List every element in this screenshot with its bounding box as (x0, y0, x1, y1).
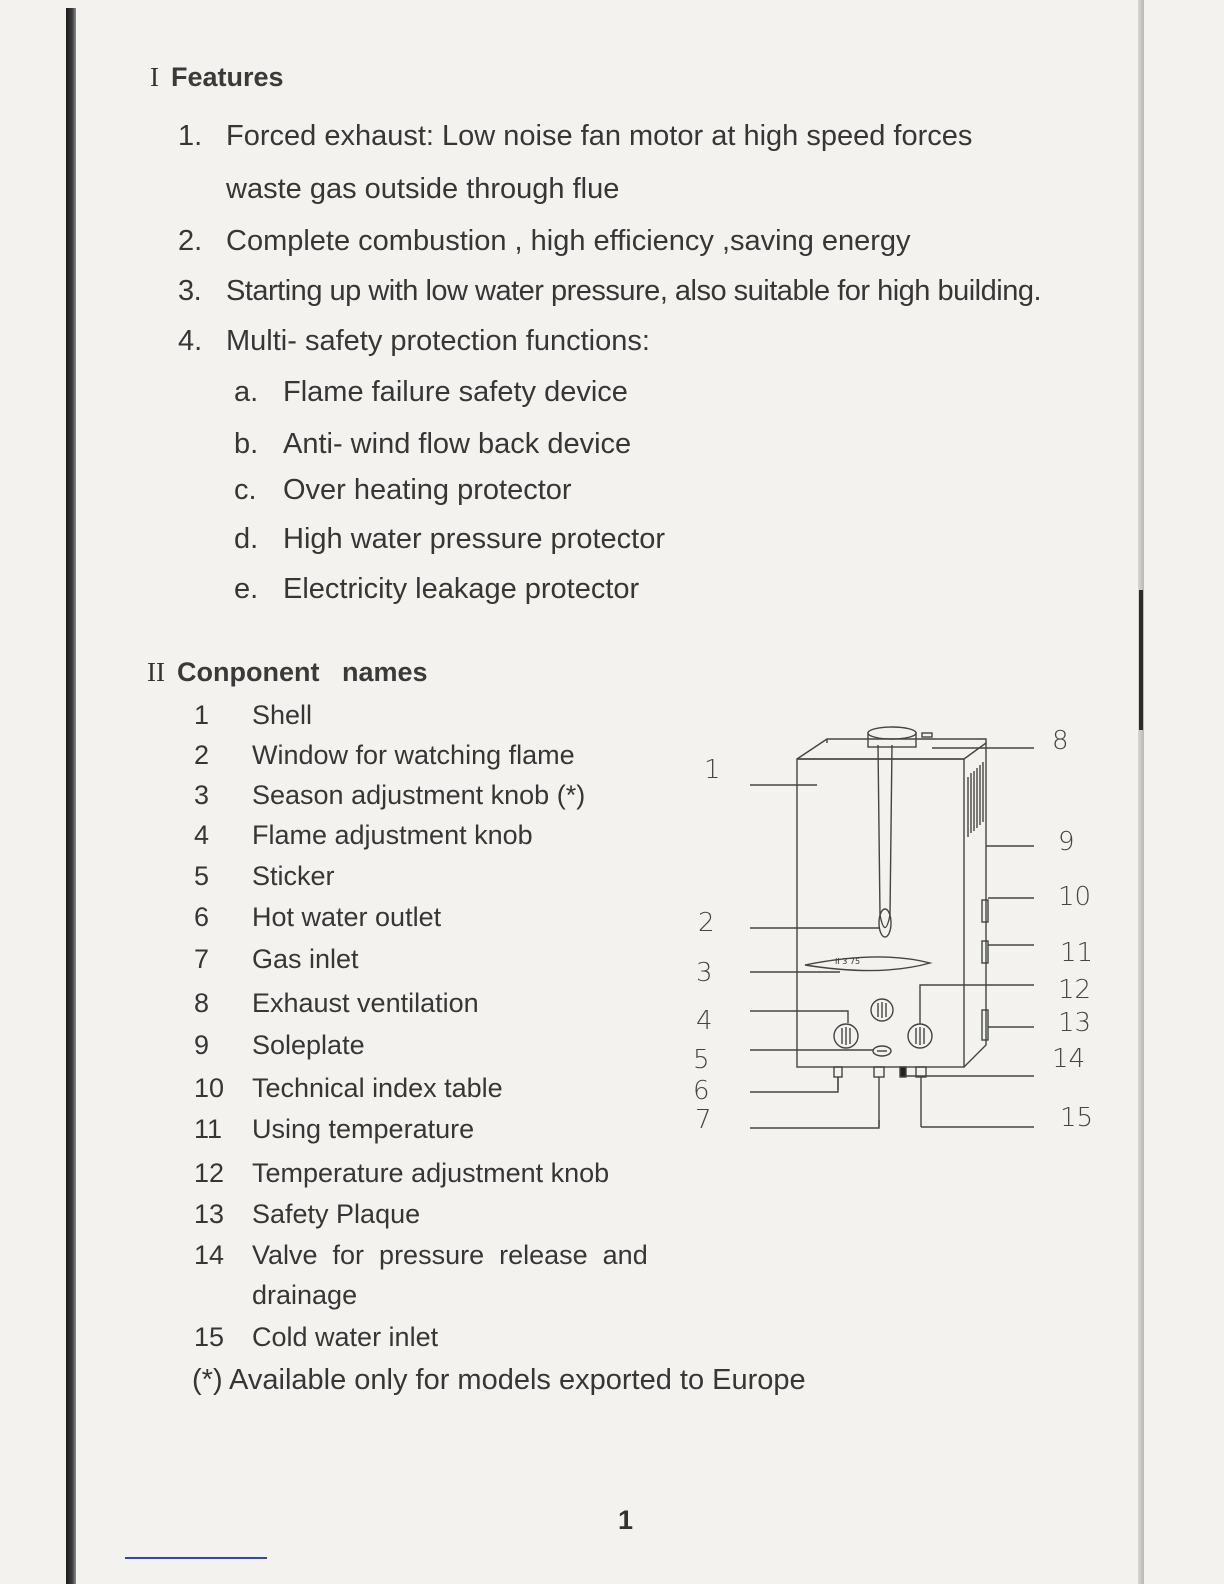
page-number: 1 (618, 1505, 634, 1535)
component-number: 15 (194, 1322, 225, 1352)
component-number: 7 (194, 944, 210, 974)
subitem-text: Anti- wind flow back device (283, 428, 632, 460)
component-name: drainage (252, 1280, 358, 1310)
subitem-letter: d. (234, 523, 259, 555)
component-number: 9 (194, 1030, 210, 1060)
component-name: Hot water outlet (252, 902, 442, 932)
season-knob (871, 999, 893, 1021)
callout-7: 7 (695, 1105, 712, 1135)
feature-number: 2. (178, 225, 203, 257)
feature-number: 4. (178, 325, 203, 357)
exhaust-outlet (868, 727, 932, 747)
control-panel (805, 957, 930, 971)
feature-text: Complete combustion , high efficiency ,saving energy (226, 225, 911, 257)
callout-4: 4 (696, 1006, 713, 1036)
feature-text: Starting up with low water pressure, also suitable for high building. (226, 275, 1042, 307)
component-number: 1 (194, 700, 210, 730)
subitem-letter: a. (234, 376, 259, 408)
callout-6: 6 (693, 1076, 710, 1106)
flame-window (878, 745, 892, 928)
subitem-letter: c. (234, 474, 257, 506)
callout-13: 13 (1058, 1008, 1092, 1038)
feature-number: 3. (178, 275, 202, 307)
footnote-rule (125, 1557, 267, 1559)
component-name: Safety Plaque (252, 1199, 421, 1229)
temperature-knob (908, 1024, 932, 1048)
component-number: 6 (194, 902, 210, 932)
safety-plaque (982, 1010, 988, 1040)
component-name: Sticker (252, 861, 335, 891)
component-name: Cold water inlet (252, 1322, 439, 1352)
component-number: 8 (194, 988, 210, 1018)
component-name: Gas inlet (252, 944, 359, 974)
component-name: Using temperature (252, 1114, 475, 1144)
features-heading (150, 62, 284, 93)
footnote: (*) Available only for models exported to Europe (192, 1364, 806, 1396)
component-number: 2 (194, 740, 210, 770)
callout-12: 12 (1058, 975, 1092, 1005)
component-name: Valve for pressure release and (252, 1240, 648, 1270)
component-name: Temperature adjustment knob (252, 1158, 610, 1188)
component-name: Window for watching flame (252, 740, 575, 770)
features-numeral: I (150, 62, 159, 92)
feature-item-1-continued: waste gas outside through flue (226, 173, 620, 205)
technical-index-table (982, 900, 988, 922)
leader-lines-right (906, 748, 1034, 1127)
callout-9: 9 (1058, 827, 1075, 857)
callout-11: 11 (1060, 938, 1094, 968)
component-name: Soleplate (252, 1030, 365, 1060)
panel-text: II 3 75 (835, 957, 861, 966)
component-name: Exhaust ventilation (252, 988, 479, 1018)
component-number: 12 (194, 1158, 225, 1188)
callout-15: 15 (1060, 1103, 1094, 1133)
callout-14: 14 (1052, 1044, 1086, 1074)
component-number: 13 (194, 1199, 225, 1229)
component-name: Season adjustment knob (*) (252, 780, 586, 810)
component-number: 5 (194, 861, 210, 891)
subitem-letter: b. (234, 428, 259, 460)
subitem-text: High water pressure protector (283, 523, 665, 555)
binding-edge (66, 8, 76, 1584)
callout-5: 5 (693, 1045, 710, 1075)
components-title: Conponent names (176, 657, 428, 687)
callout-8: 8 (1052, 726, 1069, 756)
page-right-shadow (1139, 590, 1143, 730)
component-name: Technical index table (252, 1073, 503, 1103)
callout-3: 3 (696, 958, 713, 988)
callout-1: 1 (704, 755, 721, 785)
component-number: 4 (194, 820, 210, 850)
components-heading (147, 657, 428, 688)
callout-10: 10 (1058, 882, 1092, 912)
page-right-edge (1138, 0, 1144, 1584)
subitem-letter: e. (234, 573, 259, 605)
subitem-text: Flame failure safety device (283, 376, 628, 408)
callout-2: 2 (698, 908, 715, 938)
component-number: 10 (194, 1073, 225, 1103)
temperature-plaque (982, 941, 988, 963)
component-name: Flame adjustment knob (252, 820, 533, 850)
component-name: Shell (252, 700, 313, 730)
components-numeral: II (147, 657, 165, 687)
flame-knob (834, 1024, 858, 1048)
component-number: 14 (194, 1240, 225, 1270)
feature-text: Multi- safety protection functions: (226, 325, 650, 357)
component-number: 3 (194, 780, 210, 810)
leader-lines-left (750, 785, 880, 1128)
feature-text: Forced exhaust: Low noise fan motor at high speed forces (226, 120, 973, 152)
water-heater-diagram (680, 715, 1100, 1145)
feature-number: 1. (178, 120, 203, 152)
component-number: 11 (194, 1114, 223, 1144)
subitem-text: Electricity leakage protector (283, 573, 640, 605)
subitem-text: Over heating protector (283, 474, 572, 506)
side-vent (968, 762, 983, 837)
features-title: Features (171, 62, 284, 92)
